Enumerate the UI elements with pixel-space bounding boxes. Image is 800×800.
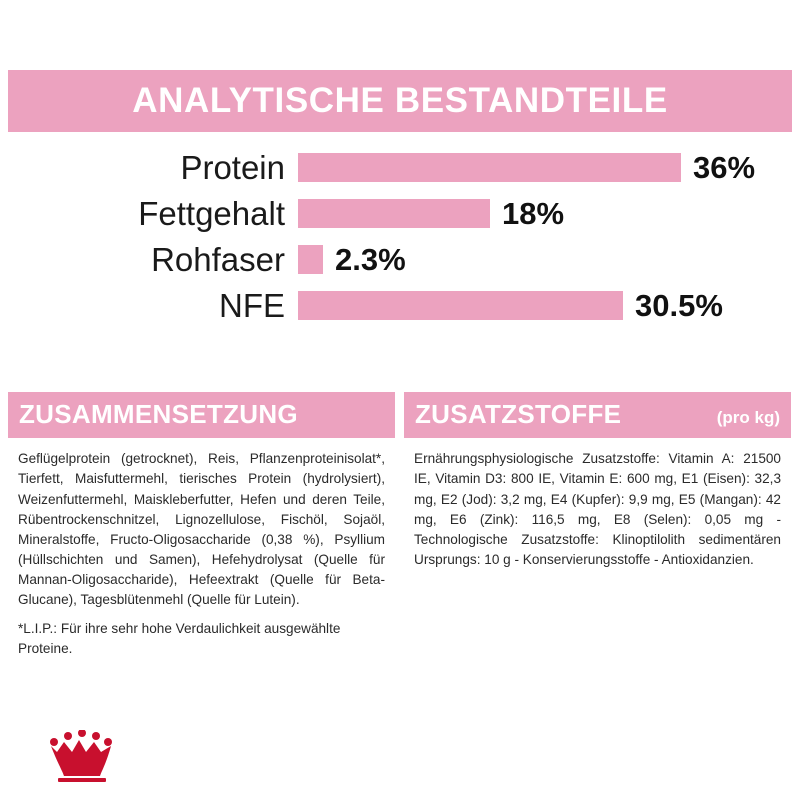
bar-row-fettgehalt xyxy=(8,192,792,234)
bar-fill-nfe xyxy=(298,291,623,320)
bar-value-fettgehalt: 18% xyxy=(502,195,565,231)
bar-label-nfe: NFE xyxy=(219,286,285,324)
additives-subtitle: (pro kg) xyxy=(716,408,780,427)
royal-canin-crown-logo-icon xyxy=(44,730,114,782)
details-columns xyxy=(8,392,792,668)
bar-track-rohfaser xyxy=(298,238,792,280)
composition-body xyxy=(8,438,395,659)
composition-column xyxy=(8,392,395,668)
bar-value-protein: 36% xyxy=(693,149,756,185)
additives-text: Ernährungsphysiologische Zusatzstoffe: Vitamin A: 21500 IE, Vitamin D3: 800 IE, Vitamin E: 600 mg, E1 (Eisen): 32,3 mg, E2 (Jod): 3,2 mg, E4 (Kupfer): 9,9 mg, E5 (Mangan): 42 mg, E6 (Zink): 116,5 mg, E8 (Selen): 0,05 mg - Technologische Zusatzstoffe: Klinoptilolith sedimentären Ursprungs: 10 g - Konservierungsstoffe - Antioxidanzien. xyxy=(414,451,781,567)
bar-label-rohfaser: Rohfaser xyxy=(151,240,285,278)
nutrient-bar-chart xyxy=(8,146,792,326)
bar-fill-fettgehalt xyxy=(298,199,490,228)
additives-column xyxy=(404,392,791,668)
bar-fill-rohfaser xyxy=(298,245,323,274)
bar-label-fettgehalt: Fettgehalt xyxy=(138,194,285,232)
additives-body xyxy=(404,438,791,570)
bar-label-protein: Protein xyxy=(180,148,285,186)
bar-track-fettgehalt xyxy=(298,192,792,234)
bar-row-nfe xyxy=(8,284,792,326)
composition-footnote: *L.I.P.: Für ihre sehr hohe Verdaulichkeit ausgewählte Proteine. xyxy=(18,621,341,657)
analytical-constituents-title: ANALYTISCHE BESTANDTEILE xyxy=(8,70,792,132)
composition-text: Geflügelprotein (getrocknet), Reis, Pflanzenproteinisolat*, Tierfett, Maisfuttermehl, tierisches Protein (hydrolysiert), Weizenfuttermehl, Maiskleberfutter, Hefen und deren Teile, Rübentrockenschnitzel, Lignozellulose, Fischöl, Sojaöl, Mineralstoffe, Fructo-Oligosaccharide (0,38 %), Psyllium (Hüllschichten und Samen), Hefehydrolysat (Quelle für Mannan-Oligosaccharide), Hefeextrakt (Quelle für Beta-Glucane), Tagesblütenmehl (Quelle für Lutein). xyxy=(18,451,385,608)
bar-row-rohfaser xyxy=(8,238,792,280)
bar-track-protein xyxy=(298,146,792,188)
additives-title: ZUSATZSTOFFE xyxy=(415,399,622,429)
bar-value-nfe: 30.5% xyxy=(635,287,723,323)
composition-header xyxy=(8,392,395,438)
bar-value-rohfaser: 2.3% xyxy=(335,241,406,277)
bar-fill-protein xyxy=(298,153,681,182)
analytical-constituents-section xyxy=(8,70,792,330)
bar-track-nfe xyxy=(298,284,792,326)
additives-header xyxy=(404,392,791,438)
bar-row-protein xyxy=(8,146,792,188)
composition-title: ZUSAMMENSETZUNG xyxy=(19,399,298,429)
